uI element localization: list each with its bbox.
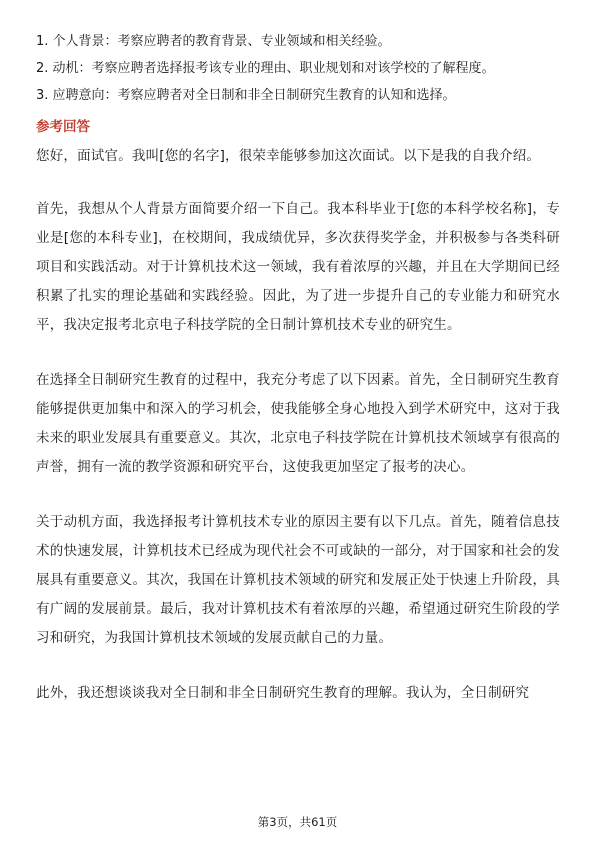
page-content (36, 30, 560, 734)
paragraph-background: 首先，我想从个人背景方面简要介绍一下自己。我本科毕业于[您的本科学校名称]，专业是[您的本科专业]，在校期间，我成绩优异，多次获得奖学金，并积极参与各类科研项目和实践活动。对于计算机技术这一领域，我有着浓厚的兴趣，并且在大学期间已经积累了扎实的理论基础和实践经验。因此，为了进一步提升自己的专业能力和研究水平，我决定报考北京电子科技学院的全日制计算机技术专业的研究生。 (36, 201, 560, 333)
list-item-intention: 3. 应聘意向：考察应聘者对全日制和非全日制研究生教育的认知和选择。 (36, 88, 456, 103)
page-number: 第3页，共61页 (257, 815, 338, 829)
paragraph-understanding: 此外，我还想谈谈我对全日制和非全日制研究生教育的理解。我认为，全日制研究 (36, 685, 530, 701)
answer-heading: 参考回答 (36, 119, 90, 135)
list-item-motivation: 2. 动机：考察应聘者选择报考该专业的理由、职业规划和对该学校的了解程度。 (36, 61, 495, 76)
paragraph-greeting: 您好，面试官。我叫[您的名字]，很荣幸能够参加这次面试。以下是我的自我介绍。 (36, 148, 541, 164)
paragraph-motivation: 关于动机方面，我选择报考计算机技术专业的原因主要有以下几点。首先，随着信息技术的快速发展，计算机技术已经成为现代社会不可或缺的一部分，对于国家和社会的发展具有重要意义。其次，我国在计算机技术领域的研究和发展正处于快速上升阶段，具有广阔的发展前景。最后，我对计算机技术有着浓厚的兴趣，希望通过研究生阶段的学习和研究，为我国计算机技术领域的发展贡献自己的力量。 (36, 514, 560, 646)
paragraph-fulltime-choice: 在选择全日制研究生教育的过程中，我充分考虑了以下因素。首先，全日制研究生教育能够提供更加集中和深入的学习机会，使我能够全身心地投入到学术研究中，这对于我未来的职业发展具有重要意义。其次，北京电子科技学院在计算机技术领域享有很高的声誉，拥有一流的教学资源和研究平台，这使我更加坚定了报考的决心。 (36, 372, 560, 475)
list-item-background: 1. 个人背景：考察应聘者的教育背景、专业领域和相关经验。 (36, 34, 391, 49)
